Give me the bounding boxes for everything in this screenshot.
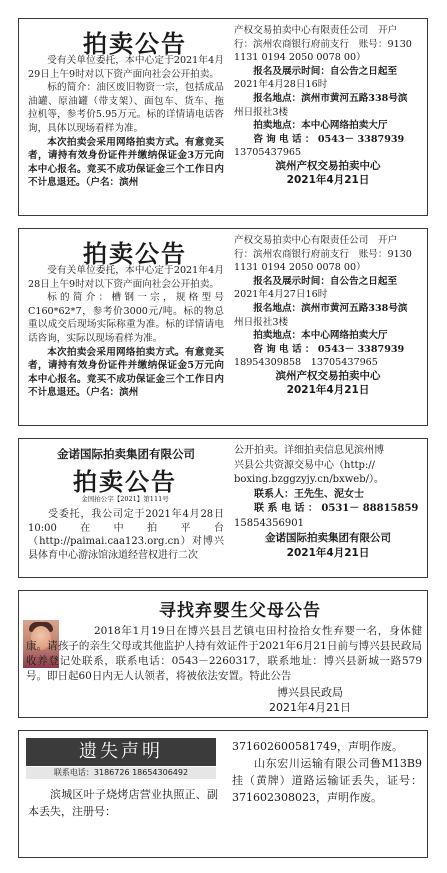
notice-3-ref-number: 金国拍公字【2021】第111号 — [81, 495, 169, 503]
notice-2-line: 报名及展示时间：自公告之日起至 — [253, 275, 398, 287]
notice-1-date: 2021年4月21日 — [286, 173, 370, 186]
notice-2-signer: 滨州产权交易拍卖中心 — [275, 369, 381, 382]
notice-5-left-column — [28, 786, 218, 820]
loss-statement-title-bar: 遗失声明 — [26, 738, 216, 766]
notice-3-company: 金诺国际拍卖集团有限公司 — [57, 447, 195, 461]
notice-5-right-column — [232, 738, 422, 806]
notice-1-line: 13705437965 — [234, 147, 302, 159]
notice-1-line: 行：滨州农商银行府前支行 账号：9130 — [234, 38, 412, 50]
notice-5-para-1: 滨城区叶子烧烤店营业执照正、副本丢失，注册号： — [28, 788, 218, 818]
notice-1-line: 产权交易拍卖中心有限责任公司 开户 — [234, 25, 398, 36]
notice-1-line: 拍卖地点：本中心网络拍卖大厅 — [253, 120, 388, 132]
notice-1-para-1: 受有关单位委托，本中心定于2021年4月29日上午9时对以下资产面向社会公开拍卖。 — [28, 55, 224, 80]
notice-1-para-2: 标的简介：油区废旧物资一宗，包括成品油罐、原油罐（带支架）、面包车、货车、拖拉机等，参考价5.95万元。标的详情请电话咨询，具体以现场看样为准。 — [28, 82, 224, 134]
notice-3-date: 2021年4月21日 — [286, 546, 370, 559]
notice-1-line: 2021年4月28日16时 — [234, 79, 328, 91]
notice-2-line: 报名地点：滨州市黄河五路338号滨 — [253, 302, 408, 314]
notice-2-title: 拍卖公告 — [83, 240, 187, 268]
notice-2-para-3: 本次拍卖会采用网络拍卖方式。有意竞买者，请持有效身份证件并缴纳保证金5万元向本中心报名。竞买不成功保证金三个工作日内不计息退还。（户名：滨州 — [28, 346, 224, 399]
notice-5-para-2: 371602600581749，声明作废。 — [232, 740, 403, 753]
notice-2-para-2: 标的简介：槽钢一宗，规格型号C160*62*7，参考价3000元/吨。标的物总重以成交后现场实际称重为准。标的详情请电话咨询，实际以现场看样为准。 — [28, 292, 224, 344]
notice-1-title: 拍卖公告 — [83, 30, 187, 58]
notice-4-title: 寻找弃婴生父母公告 — [159, 601, 321, 621]
loss-statement-contact: 联系电话：3186726 18654306492 — [26, 767, 216, 779]
notice-3-signer: 金诺国际拍卖集团有限公司 — [265, 532, 391, 544]
notice-3-right-column — [234, 444, 422, 560]
notice-1-para-3: 本次拍卖会采用网络拍卖方式。有意竞买者，请持有效身份证件并缴纳保证金3万元向本中心报名。竞买不成功保证金三个工作日内不计息退还。（户名：滨州 — [28, 136, 224, 189]
notice-3-line: 公开拍卖。详细拍卖信息见滨州博 — [234, 445, 384, 456]
notice-1-line: 报名地点：滨州市黄河五路338号滨 — [253, 92, 408, 104]
notice-3-line: boxing.bzggzyjy.cn/bxweb/）。 — [234, 474, 384, 485]
notice-4-signer: 博兴县民政局 — [277, 686, 343, 699]
notice-1-signer: 滨州产权交易拍卖中心 — [275, 159, 381, 172]
notice-2-line: 1131 0194 2050 0078 00） — [234, 262, 366, 274]
notice-2-line: 2021年4月27日16时 — [234, 289, 328, 301]
notice-3-line: 联 系 电 话 ： 0531－ 88815859 — [254, 503, 419, 514]
notice-3-line: 15854356901 — [234, 517, 304, 529]
notice-2-line: 州日报社3楼 — [234, 316, 289, 328]
notice-1-line: 1131 0194 2050 0078 00） — [234, 52, 366, 64]
notice-2-line: 行：滨州农商银行府前支行 账号：9130 — [234, 248, 412, 260]
notice-2-line: 18954309858 13705437965 — [234, 357, 378, 369]
notice-1-line: 州日报社3楼 — [234, 106, 289, 118]
notice-2-left-column — [28, 264, 224, 400]
notice-5-para-3: 山东宏川运输有限公司鲁M13B9挂（黄牌）道路运输证丢失，证号：371602308023，声明作废。 — [232, 757, 422, 804]
notice-3-line: 兴县公共资源交易中心（http:// — [234, 459, 375, 471]
notice-1-line: 咨 询 电 话 ： 0543－ 3387939 — [253, 133, 405, 145]
notice-2-line: 拍卖地点：本中心网络拍卖大厅 — [253, 330, 388, 342]
notice-1-line: 报名及展示时间：自公告之日起至 — [253, 65, 398, 77]
notice-3-para: 受委托，我公司定于2021年4月28日10:00在中拍平台（http://paimai.caa123.org.cn）对博兴县体育中心游泳馆泳道经营权进行二次 — [28, 509, 224, 561]
notice-2-right-column — [234, 234, 422, 397]
notice-1-right-column — [234, 24, 422, 187]
notice-2-line: 产权交易拍卖中心有限责任公司 开户 — [234, 235, 398, 246]
notice-4-date: 2021年4月21日 — [269, 701, 351, 714]
notice-2-line: 咨 询 电 话 ： 0543－ 3387939 — [253, 343, 405, 355]
notice-2-date: 2021年4月21日 — [286, 383, 370, 396]
notice-4-body — [26, 624, 422, 684]
notice-2-para-1: 受有关单位委托，本中心定于2021年4月28日上午9时对以下资产面向社会公开拍卖。 — [28, 265, 224, 290]
notice-3-title: 拍卖公告 — [73, 468, 177, 496]
notice-3-left-column — [28, 508, 224, 562]
notice-1-left-column — [28, 54, 224, 190]
notice-4-para: 2018年1月19日在博兴县吕艺镇屯田村捡拾女性弃婴一名，身体健康。请孩子的亲生父母或其他监护人持有效证件于2021年6月21日前与博兴县民政局收养登记处联系，联系电话：0543－2260317，联系地址：博兴县新城一路579号。即日起60日内无人认领者，将被依法安置。特此公告 — [26, 625, 422, 682]
notice-3-line: 联系人：王先生、泥女士 — [254, 488, 364, 500]
